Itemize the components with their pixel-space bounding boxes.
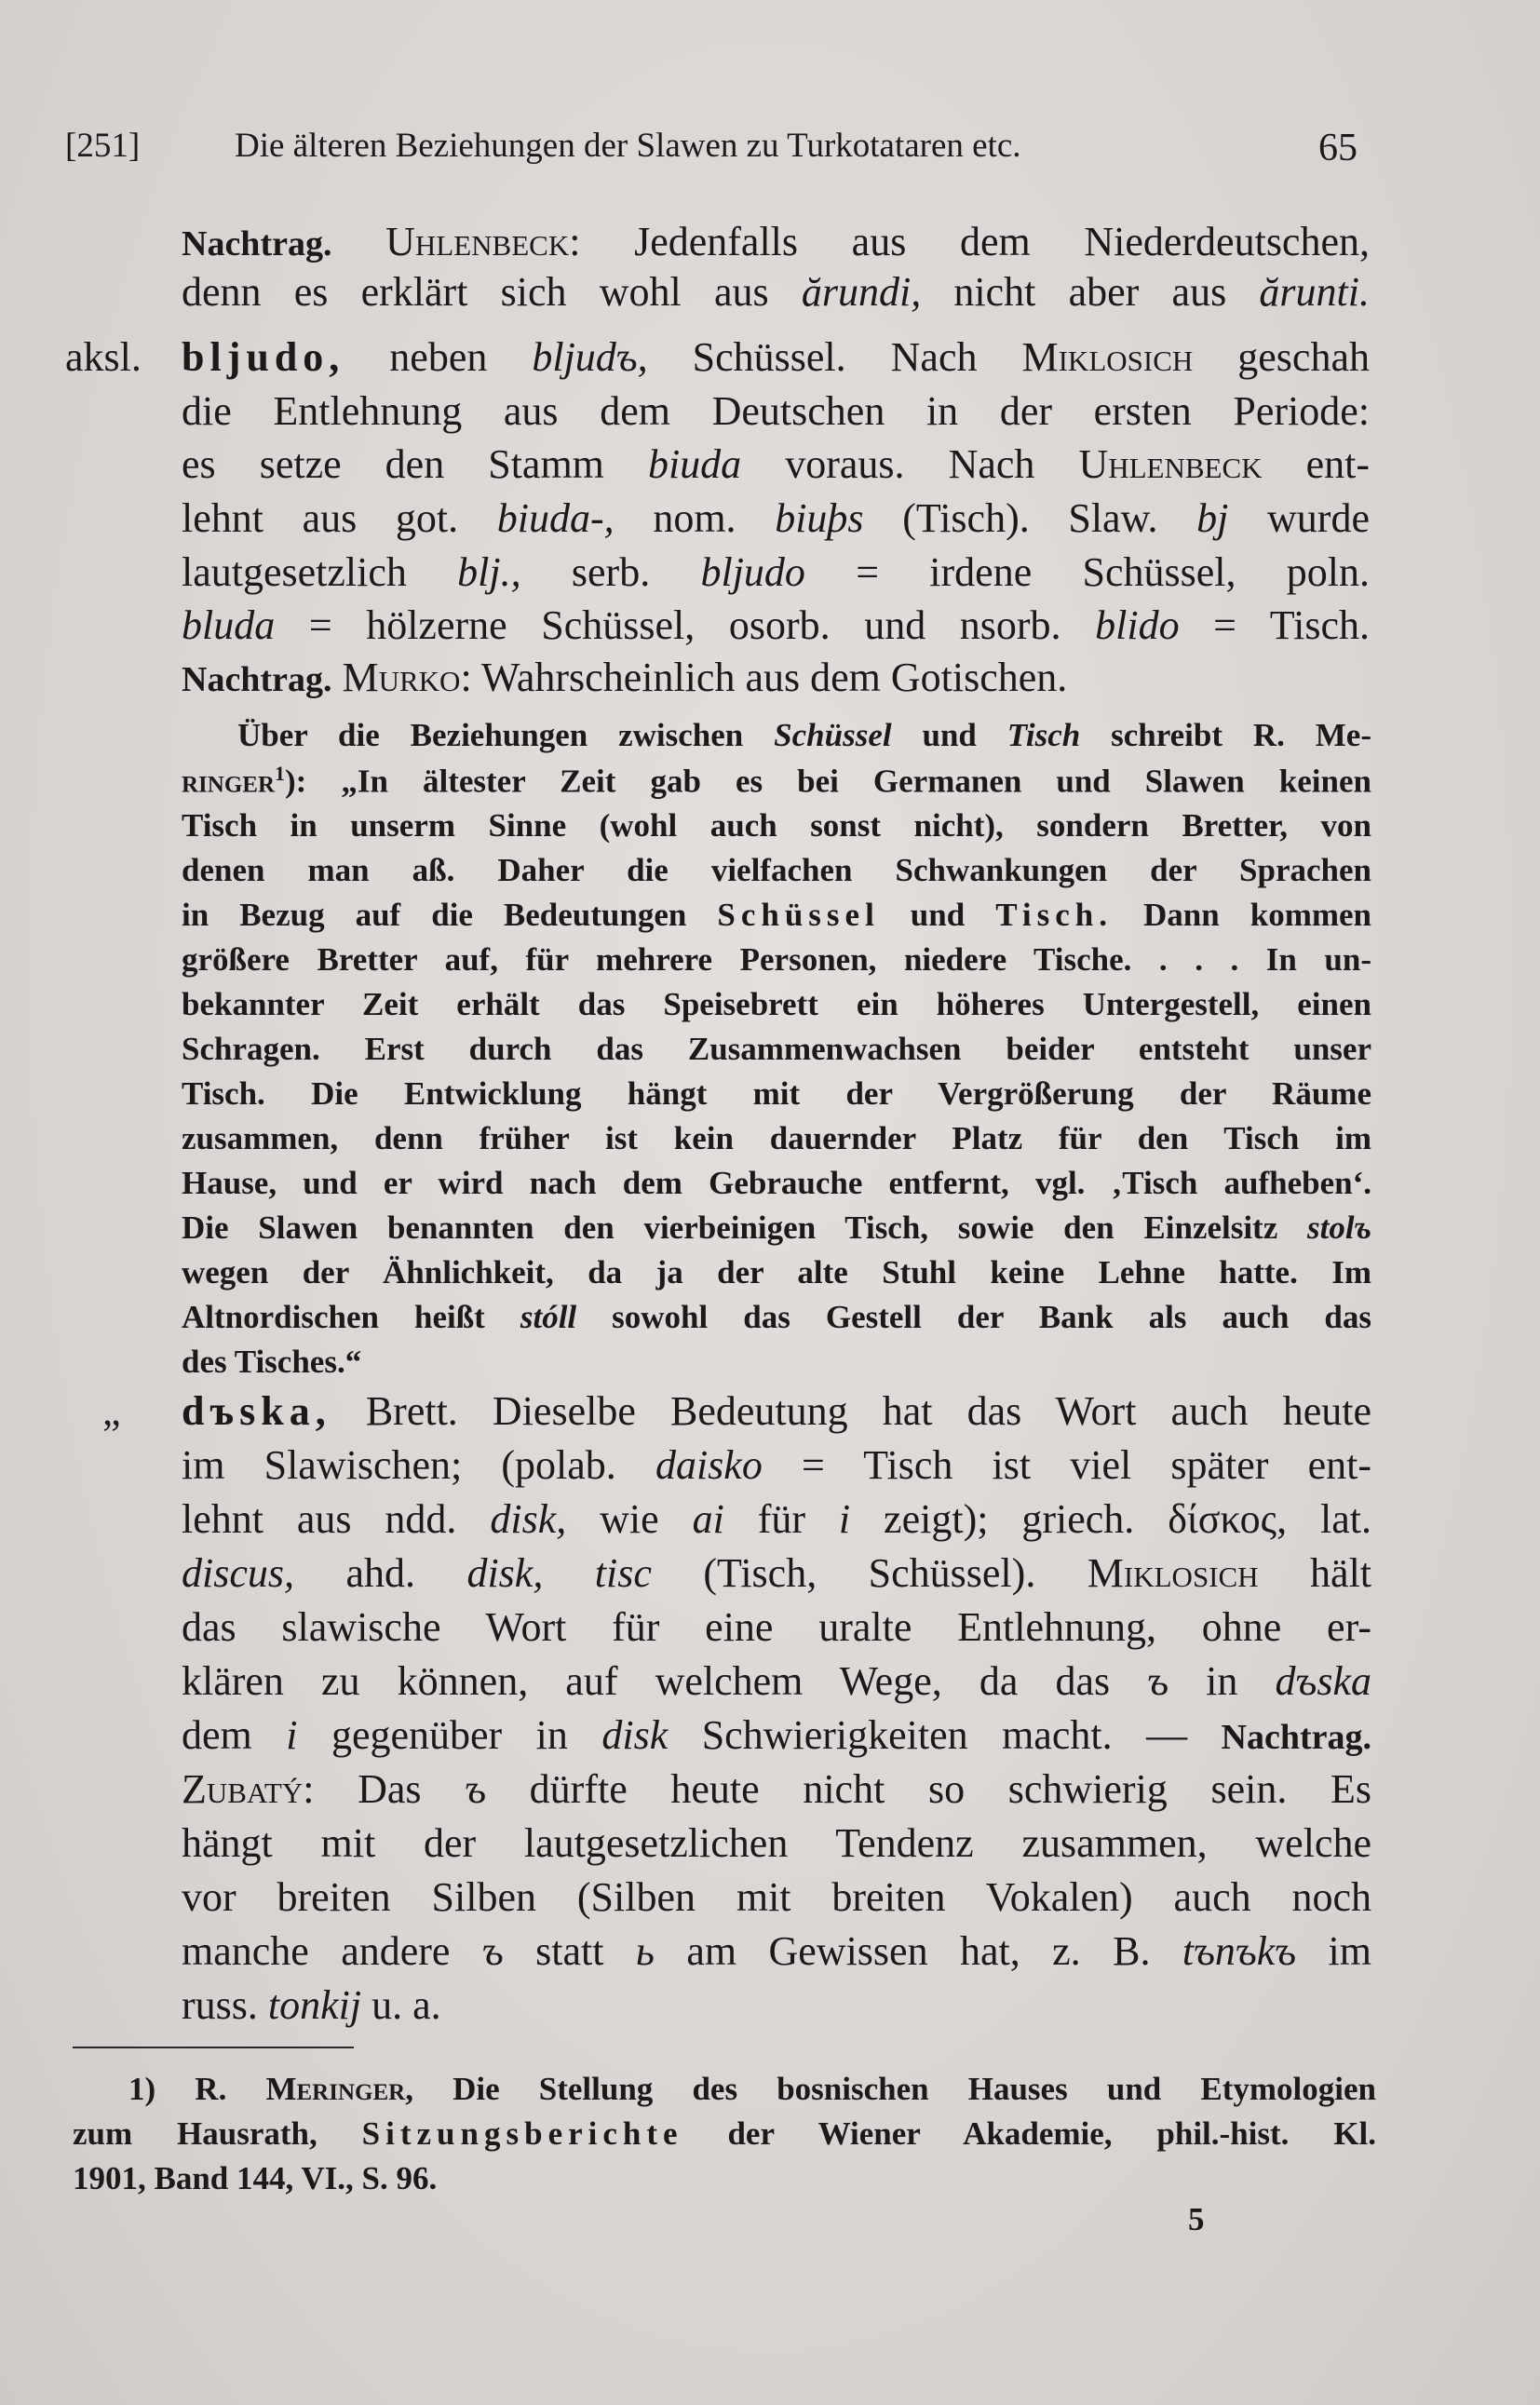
nachtrag-label: Nachtrag.: [1221, 1718, 1371, 1757]
quote-line13: wegen der Ähnlichkeit, da ja der alte Stuhl keine Lehne hatte. Im: [182, 1254, 1371, 1290]
entry3-line4: discus, ahd. disk, tisc (Tisch, Schüssel). Miklosich hält: [182, 1550, 1372, 1596]
ditto-mark: „: [102, 1388, 121, 1434]
entry2-line6: bluda = hölzerne Schüssel, osorb. und nsorb. blido = Tisch.: [182, 602, 1370, 648]
quote-line10: zusammen, denn früher ist kein dauernder Platz für den Tisch im: [182, 1120, 1371, 1156]
quote-line15: des Tisches.“: [182, 1344, 362, 1380]
footnote-line2: zum Hausrath, Sitzungsberichte der Wiener Akademie, phil.-hist. Kl.: [73, 2115, 1376, 2152]
running-title: Die älteren Beziehungen der Slawen zu Turkotataren etc.: [235, 127, 1021, 165]
footnote-line3: 1901, Band 144, VI., S. 96.: [73, 2160, 438, 2196]
lemma-bljudo: bljudo,: [182, 334, 345, 380]
nachtrag-label: Nachtrag.: [182, 224, 332, 263]
entry3-line12: russ. tonkij u. a.: [182, 1982, 441, 2028]
quote-line3: Tisch in unserm Sinne (wohl auch sonst nicht), sondern Bretter, von: [182, 807, 1371, 844]
entry2-line1: bljudo, neben bljudъ, Schüssel. Nach Miklosich geschah: [182, 334, 1370, 380]
entry1-line2: denn es erklärt sich wohl aus ărundi, nicht aber aus ărunti.: [182, 269, 1370, 315]
entry3-line7: dem i gegenüber in disk Schwierigkeiten macht. — Nachtrag.: [182, 1712, 1371, 1758]
quote-line6: größere Bretter auf, für mehrere Personen, niedere Tische. . . . In un-: [182, 941, 1371, 978]
entry3-line3: lehnt aus ndd. disk, wie ai für i zeigt); griech. δίσκος, lat.: [182, 1496, 1371, 1542]
entry3-line1: dъska, Brett. Dieselbe Bedeutung hat das Wort auch heute: [182, 1388, 1371, 1434]
quote-line4: denen man aß. Daher die vielfachen Schwankungen der Sprachen: [182, 852, 1371, 888]
quote-line2: ringer$^1$): „In ältester Zeit gab es bei Germanen und Slawen keinen: [182, 762, 1371, 800]
author-name: Murko: [342, 655, 461, 700]
entry3-line2: im Slawischen; (polab. daisko = Tisch ist viel später ent-: [182, 1442, 1371, 1488]
entry1-line1: Nachtrag. Uhlenbeck: Jedenfalls aus dem Niederdeutschen,: [182, 219, 1370, 264]
entry3-line10: vor breiten Silben (Silben mit breiten Vokalen) auch noch: [182, 1874, 1371, 1920]
signature-mark: 5: [1188, 2201, 1205, 2237]
quote-line1: Über die Beziehungen zwischen Schüssel und Tisch schreibt R. Me-: [237, 717, 1371, 753]
quote-line5: in Bezug auf die Bedeutungen Schüssel und Tisch. Dann kommen: [182, 897, 1371, 933]
author-name: Uhlenbeck: [385, 219, 570, 264]
entry2-line7: Nachtrag. Murko: Wahrscheinlich aus dem Gotischen.: [182, 655, 1068, 700]
nachtrag-label: Nachtrag.: [182, 660, 332, 699]
quote-line11: Hause, und er wird nach dem Gebrauche entfernt, vgl. ‚Tisch aufheben‘.: [182, 1165, 1371, 1201]
header-bracket-number: [251]: [65, 127, 141, 165]
quote-line7: bekannter Zeit erhält das Speisebrett ein höheres Untergestell, einen: [182, 986, 1371, 1022]
language-label: aksl.: [65, 334, 142, 380]
footnote-ref[interactable]: 1: [275, 762, 286, 785]
entry3-line9: hängt mit der lautgesetzlichen Tendenz zusammen, welche: [182, 1820, 1371, 1866]
author-name: Zubatý: [182, 1766, 304, 1812]
entry3-line6: klären zu können, auf welchem Wege, da das ъ in dъska: [182, 1658, 1371, 1704]
quote-line14: Altnordischen heißt stóll sowohl das Gestell der Bank als auch das: [182, 1299, 1372, 1335]
page-number: 65: [1318, 127, 1358, 169]
entry3-line5: das slawische Wort für eine uralte Entlehnung, ohne er-: [182, 1604, 1371, 1650]
entry2-line2: die Entlehnung aus dem Deutschen in der ersten Periode:: [182, 388, 1370, 434]
entry2-line4: lehnt aus got. biuda-, nom. biuþs (Tisch). Slaw. bj wurde: [182, 495, 1370, 541]
quote-line12: Die Slawen benannten den vierbeinigen Tisch, sowie den Einzelsitz stolъ: [182, 1209, 1371, 1246]
footnote-rule: [73, 2047, 354, 2048]
entry2-line5: lautgesetzlich blj., serb. bljudo = irdene Schüssel, poln.: [182, 549, 1370, 595]
quote-line9: Tisch. Die Entwicklung hängt mit der Vergrößerung der Räume: [182, 1075, 1371, 1112]
lemma-dъska: dъska,: [182, 1388, 331, 1434]
entry3-line8: Zubatý: Das ъ dürfte heute nicht so schwierig sein. Es: [182, 1766, 1371, 1812]
entry2-line3: es setze den Stamm biuda voraus. Nach Uhlenbeck ent-: [182, 441, 1371, 487]
entry3-line11: manche andere ъ statt ь am Gewissen hat, z. B. tъnъkъ im: [182, 1928, 1372, 1974]
footnote-line1: 1) R. Meringer, Die Stellung des bosnischen Hauses und Etymologien: [128, 2071, 1376, 2107]
quote-line8: Schragen. Erst durch das Zusammenwachsen beider entsteht unser: [182, 1031, 1371, 1067]
